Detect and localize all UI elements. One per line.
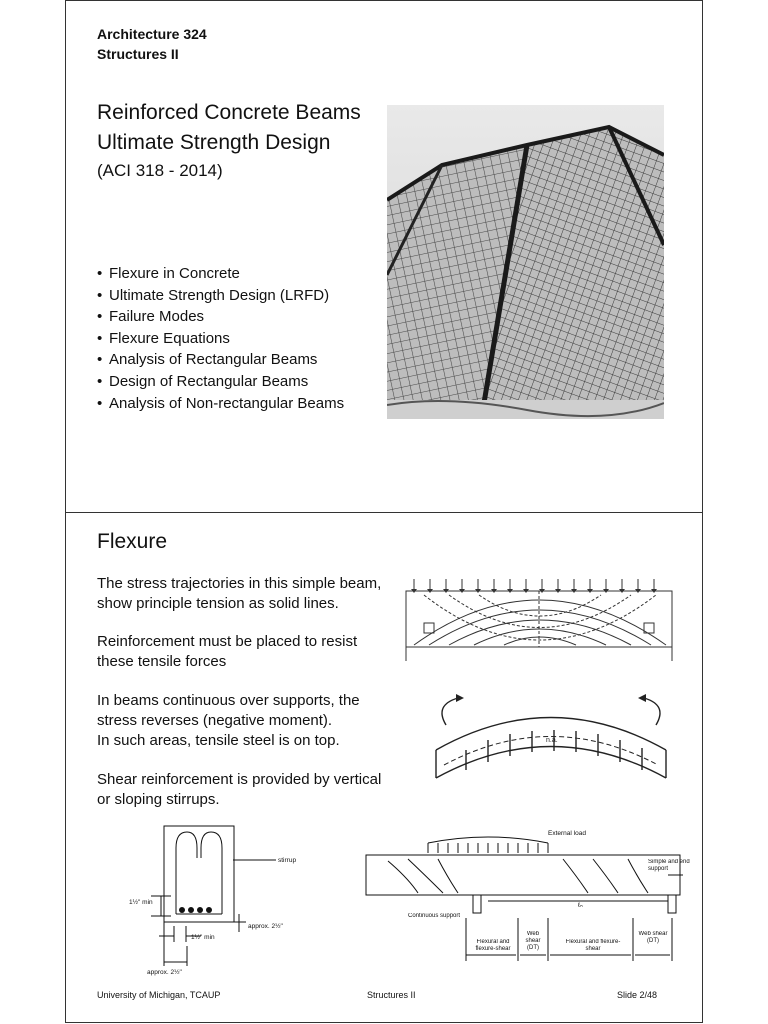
slide-title [97, 98, 361, 158]
topic-list [97, 263, 344, 414]
footer-course: Structures II [367, 990, 416, 1000]
text-line: or sloping stirrups. [97, 791, 220, 808]
slide-2 [65, 512, 703, 1023]
text-line: stress reverses (negative moment). [97, 712, 333, 729]
footer-institution: University of Michigan, TCAUP [97, 990, 221, 1000]
rebar-cage-photo [387, 105, 664, 419]
list-item: • Flexure Equations [97, 328, 344, 350]
list-item: • Flexure in Concrete [97, 263, 344, 285]
shear-zone-diagram [348, 823, 693, 973]
text-line: Shear reinforcement is provided by vertical [97, 771, 382, 788]
text-line: The stress trajectories in this simple beam, [97, 575, 382, 592]
paragraph-stress-trajectories [97, 574, 397, 614]
text-line: In such areas, tensile steel is on top. [97, 732, 340, 749]
list-item: • Failure Modes [97, 306, 344, 328]
title-line-2: Ultimate Strength Design [97, 131, 331, 154]
slide-subtitle: (ACI 318 - 2014) [97, 161, 223, 180]
course-subtitle: Structures II [97, 46, 179, 62]
course-name: Architecture 324 [97, 26, 207, 42]
approx-side-label: approx. 2½" [248, 923, 283, 930]
neutral-axis-label: n.a. [546, 737, 558, 744]
slide-title: Flexure [97, 530, 168, 553]
list-item: • Ultimate Strength Design (LRFD) [97, 285, 344, 307]
text-line: show principle tension as solid lines. [97, 595, 339, 612]
title-line-1: Reinforced Concrete Beams [97, 101, 361, 124]
zone-label: Web shear (DT) [525, 931, 541, 951]
paragraph-negative-moment [97, 691, 397, 751]
beam-section-diagram [111, 818, 346, 978]
min-bottom-label: 1½" min [191, 934, 215, 941]
zone-label: Web shear (DT) [638, 931, 668, 944]
continuous-support-label: Continuous support [408, 913, 461, 919]
list-item: • Analysis of Rectangular Beams [97, 349, 344, 371]
deflected-beam-diagram [426, 690, 676, 786]
external-load-label: External load [548, 830, 586, 837]
approx-bottom-label: approx. 2½" [147, 969, 182, 976]
stress-trajectory-diagram [404, 575, 676, 665]
course-heading [97, 24, 207, 64]
list-item: • Analysis of Non-rectangular Beams [97, 393, 344, 415]
text-line: these tensile forces [97, 653, 227, 670]
text-line: Reinforcement must be placed to resist [97, 633, 358, 650]
zone-label: Flexural and flexure-shear [565, 939, 621, 952]
slide-1 [65, 0, 703, 513]
list-item: • Design of Rectangular Beams [97, 371, 344, 393]
text-line: In beams continuous over supports, the [97, 692, 360, 709]
footer-slide-number: Slide 2/48 [617, 990, 658, 1000]
paragraph-reinforcement [97, 632, 397, 672]
zone-label: Flexural and flexure-shear [475, 939, 511, 952]
paragraph-shear-reinforcement [97, 770, 397, 810]
min-top-label: 1½" min [129, 899, 153, 906]
simple-support-label: Simple and end support [648, 859, 690, 872]
stirrup-label: stirrup [278, 857, 297, 864]
span-label: ℓₙ [578, 902, 583, 909]
